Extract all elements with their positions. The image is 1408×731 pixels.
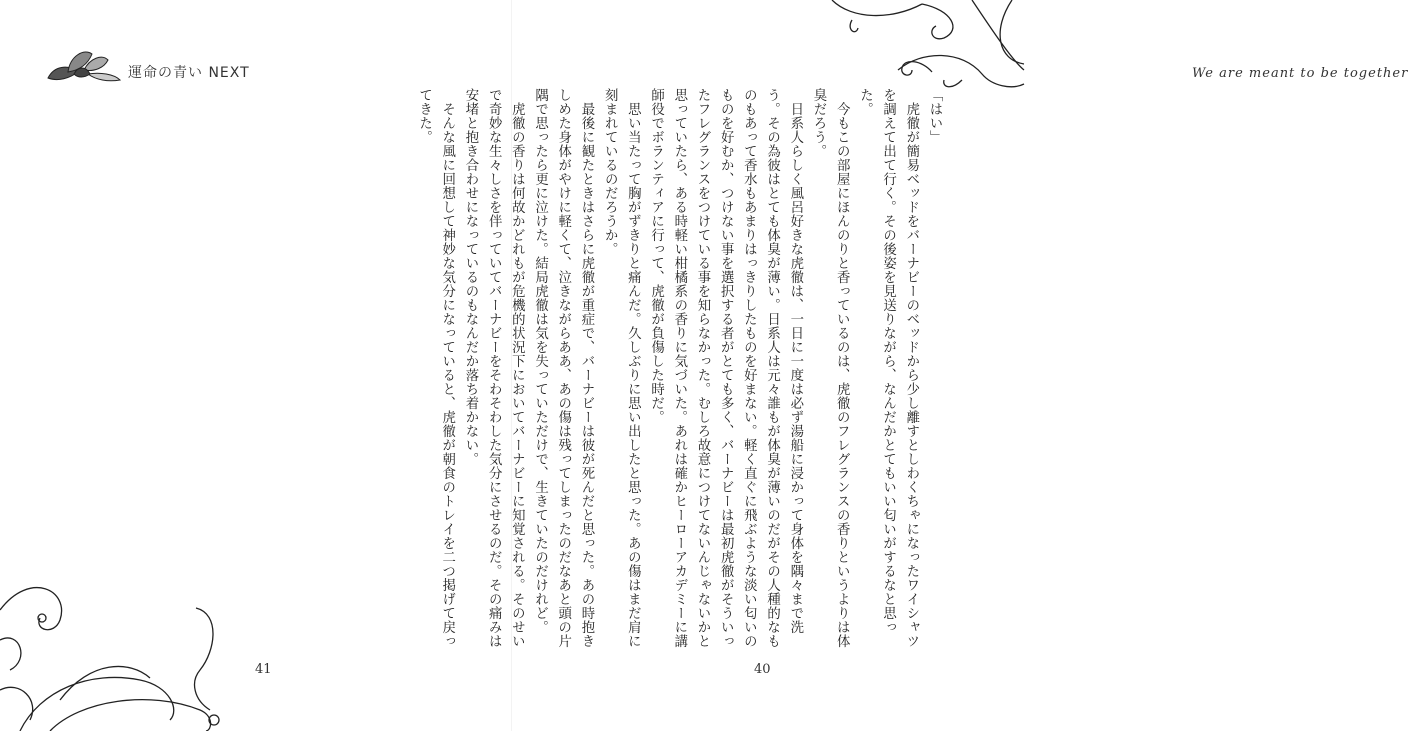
paragraph: 最後に観たときはさらに虎徹が重症で、バーナビーは彼が死んだと思った。あの時抱きしめた身体がやけに軽くて、泣きながらああ、あの傷は残ってしまったのだなあと頭の片隅で思ったら更に泣けた。結局虎徹は気を失っていただけで、生きていたのだけれど。 <box>532 88 594 648</box>
paragraph: 思い当たって胸がずきりと痛んだ。久しぶりに思い出したと思った。あの傷はまだ肩に刻まれているのだろうか。 <box>602 88 641 648</box>
paragraph: 虎徹の香りは何故かどれもが危機的状況下においてバーナビーに知覚される。そのせいで奇妙な生々しさを伴っていてバーナビーをそわそわした気分にさせるのだ。その痛みは安堵と抱き合わせになっているのもなんだか落ち着かない。 <box>462 88 525 648</box>
flower-icon <box>44 44 124 86</box>
paragraph: 「はい」 <box>927 88 942 144</box>
right-page <box>416 0 1408 731</box>
paragraph: そんな風に回想して神妙な気分になっていると、虎徹が朝食のトレイを二つ掲げて戻ってきた。 <box>416 88 455 648</box>
body-text <box>416 88 946 648</box>
running-head: We are meant to be together <box>1192 66 1408 81</box>
paragraph: 今もこの部屋にほんのりと香っているのは、虎徹のフレグランスの香りというよりは体臭だろう。 <box>810 88 850 648</box>
swirl-vine-icon <box>0 570 240 731</box>
paragraph: 虎徹が簡易ベッドをバーナビーのベッドから少し離すとしわくちゃになったワイシャツを調えて出て行く。その後姿を見送りながら、なんだかとてもいい匂いがするなと思った。 <box>857 88 919 648</box>
page-number: 41 <box>255 662 272 677</box>
page-number: 40 <box>754 662 771 677</box>
running-head: 運命の青い NEXT <box>128 65 250 81</box>
paragraph: 日系人らしく風呂好きな虎徹は、一日に一度は必ず湯船に浸かって身体を隅々まで洗う。その為彼はとても体臭が薄い。日系人は元々誰もが体臭が薄いのだがその人種的なものもあって香水もあまりはっきりしたものを好まない。軽く直ぐに飛ぶような淡い匂いのものを好むか、つけない事を選択する者がとても多く、バーナビーは最初虎徹がそういったフレグランスをつけている事を知らなかった。むしろ故意につけてないんじゃないかと思っていたら、ある時軽い柑橘系の香りに気づいた。あれは確かヒーローアカデミーに講師役でボランティアに行って、虎徹が負傷した時だ。 <box>648 88 803 648</box>
